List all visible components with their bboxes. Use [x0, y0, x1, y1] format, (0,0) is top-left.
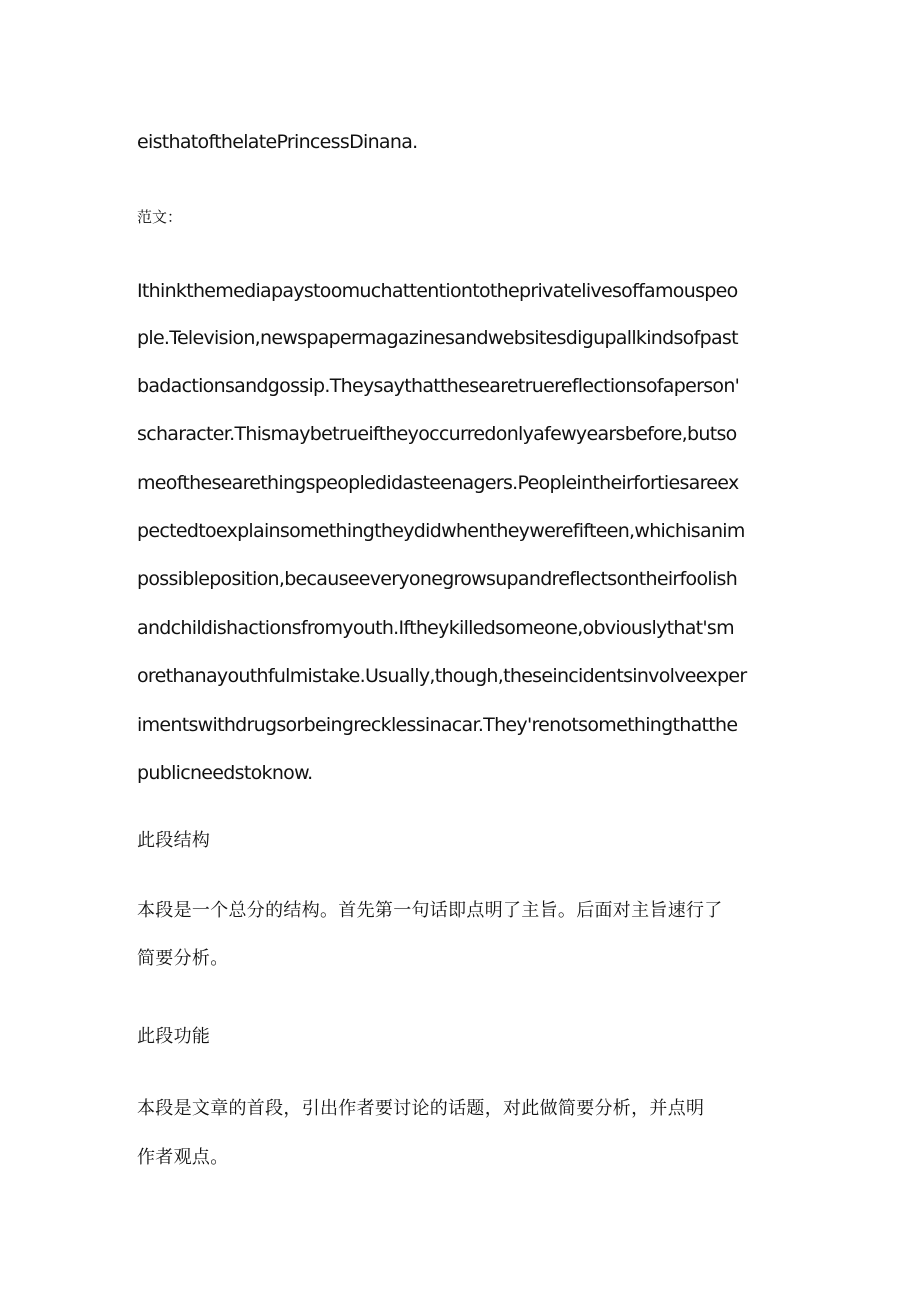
- essay-line: andchildishactionsfromyouth.Iftheykilledsomeone,obviouslythat'sm: [137, 617, 734, 639]
- essay-line: Ithinkthemediapaystoomuchattentiontotheprivatelivesoffamouspeo: [137, 280, 738, 302]
- essay-line: meofthesearethingspeopledidasteenagers.Peopleintheirfortiesareex: [137, 472, 739, 494]
- structure-heading: 此段结构: [137, 830, 211, 851]
- essay-line: publicneedstoknow.: [137, 762, 313, 784]
- essay-line: pectedtoexplainsomethingtheydidwhentheywerefifteen,whichisanim: [137, 520, 745, 542]
- intro-tail-line: eisthatofthelatePrincessDinana.: [137, 131, 418, 153]
- model-essay-label: 范文：: [137, 208, 183, 226]
- essay-line: orethanayouthfulmistake.Usually,though,theseincidentsinvolveexper: [137, 665, 747, 687]
- essay-line: possibleposition,becauseeveryonegrowsupandreflectsontheirfoolish: [137, 568, 738, 590]
- structure-text-line: 简要分析。: [137, 948, 229, 969]
- function-heading: 此段功能: [137, 1026, 211, 1047]
- essay-line: ple.Television,newspapermagazinesandwebsitesdigupallkindsofpast: [137, 327, 738, 349]
- structure-text-line: 本段是一个总分的结构。首先第一句话即点明了主旨。后面对主旨速行了: [137, 900, 723, 921]
- essay-line: imentswithdrugsorbeingrecklessinacar.They'renotsomethingthatthe: [137, 714, 738, 736]
- function-text-line: 作者观点。: [137, 1147, 229, 1168]
- function-text-line: 本段是文章的首段，引出作者要讨论的话题，对此做简要分析，并点明: [137, 1098, 705, 1119]
- essay-line: scharacter.Thismaybetrueiftheyoccurredonlyafewyearsbefore,butso: [137, 423, 737, 445]
- essay-line: badactionsandgossip.Theysaythatthesearetruereflectionsofaperson': [137, 375, 740, 397]
